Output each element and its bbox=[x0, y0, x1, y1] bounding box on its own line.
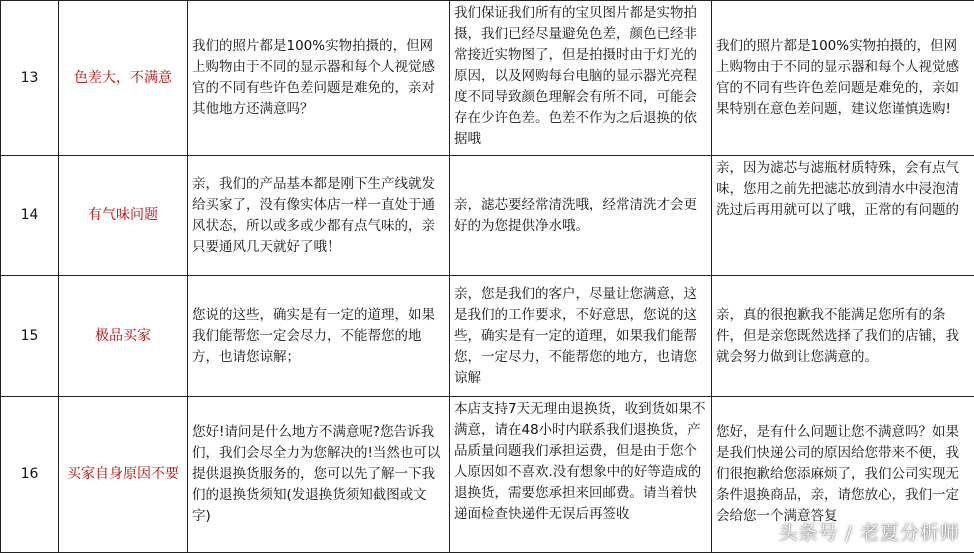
reply-cell-2: 亲，您是我们的客户，尽量让您满意，这是我们的工作要求，不好意思，您说的这些，确实是有一定的道理，如果我们能帮您，一定尽力，不能帮您的地方，也请您谅解 bbox=[450, 276, 712, 397]
table-row bbox=[1, 156, 974, 276]
reply-cell-1: 亲，我们的产品基本都是刚下生产线就发给买家了，没有像实体店一样一直处于通风状态，所以或多或少都有点气味的，亲只要通风几天就好了哦！ bbox=[188, 156, 450, 276]
reply-cell-1: 您好!请问是什么地方不满意呢?您告诉我们，我们会尽全力为您解决的!当然也可以提供退换货服务的，您可以先了解一下我们的退换货须知(发退换货须知截图或文字) bbox=[188, 397, 450, 553]
reply-cell-1: 您说的这些，确实是有一定的道理，如果我们能帮您一定会尽力，不能帮您的地方，也请您谅解； bbox=[188, 276, 450, 397]
reply-cell-3: 亲，因为滤芯与滤瓶材质特殊，会有点气味，您用之前先把滤芯放到清水中浸泡清洗过后再用就可以了哦，正常的有问题的 bbox=[712, 156, 974, 276]
reply-cell-1: 我们的照片都是100%实物拍摄的，但网上购物由于不同的显示器和每个人视觉感官的不同有些许色差问题是难免的，亲对其他地方还满意吗？ bbox=[188, 1, 450, 156]
issue-label: 色差大，不满意 bbox=[59, 1, 188, 156]
table-row bbox=[1, 1, 974, 156]
issue-label: 有气味问题 bbox=[59, 156, 188, 276]
row-number: 13 bbox=[1, 1, 59, 156]
watermark: 头条号 / 老夏分析师 bbox=[778, 522, 960, 544]
reply-cell-3: 您好，是有什么问题让您不满意吗？如果是我们快递公司的原因给您带来不便，我们很抱歉给您添麻烦了，我们公司实现无条件退换商品，亲，请您放心，我们一定会给您一个满意答复 bbox=[712, 397, 974, 553]
row-number: 14 bbox=[1, 156, 59, 276]
reply-cell-2: 我们保证我们所有的宝贝图片都是实物拍摄，我们已经尽量避免色差，颜色已经非常接近实物图了，但是拍摄时由于灯光的原因，以及网购每台电脑的显示器光亮程度不同导致颜色理解会有所不同，可能会存在少许色差。色差不作为之后退换的依据哦 bbox=[450, 1, 712, 156]
row-number: 15 bbox=[1, 276, 59, 397]
issue-label: 买家自身原因不要 bbox=[59, 397, 188, 553]
reply-cell-2: 亲，滤芯要经常清洗哦，经常清洗才会更好的为您提供净水哦。 bbox=[450, 156, 712, 276]
reply-cell-3: 亲，真的很抱歉我不能满足您所有的条件，但是亲您既然选择了我们的店铺，我就会努力做到让您满意的。 bbox=[712, 276, 974, 397]
issue-label: 极品买家 bbox=[59, 276, 188, 397]
table-row bbox=[1, 276, 974, 397]
reply-cell-3: 我们的照片都是100%实物拍摄的，但网上购物由于不同的显示器和每个人视觉感官的不同有些许色差问题是难免的，亲如果特别在意色差问题，建议您谨慎选购! bbox=[712, 1, 974, 156]
reply-cell-2: 本店支持7天无理由退换货，收到货如果不满意，请在48小时内联系我们退换货，产品质量问题我们承担运费，但是由于您个人原因如不喜欢.没有想象中的好等造成的退换货，需要您承担来回邮费。请当着快递面检查快递件无误后再签收 bbox=[450, 397, 712, 553]
row-number: 16 bbox=[1, 397, 59, 553]
